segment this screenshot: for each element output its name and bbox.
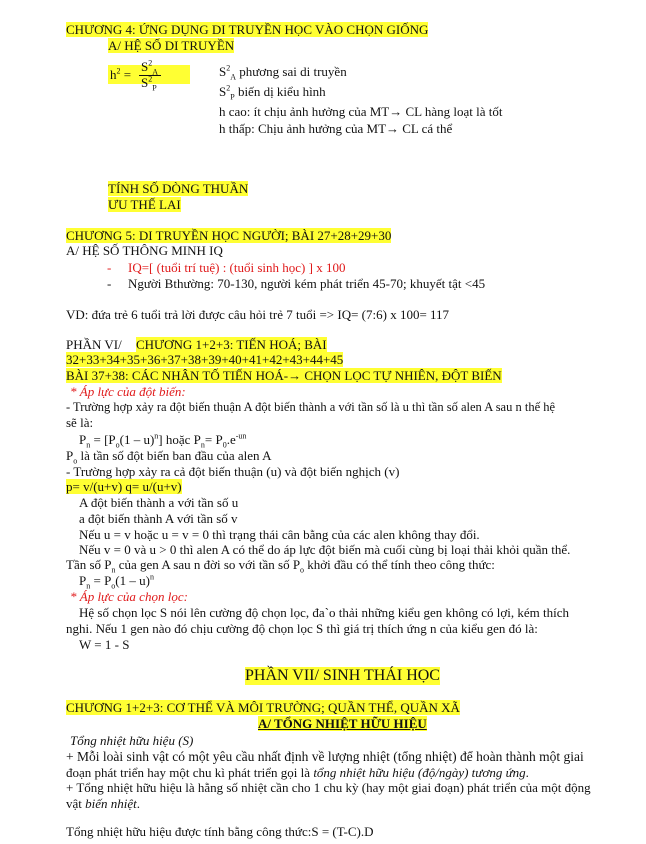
iq-bullet-2: - xyxy=(107,276,112,291)
fitness-formula: W = 1 - S xyxy=(79,637,130,652)
h-low-note: h thấp: Chịu ảnh hưởng của MT→ CL cá thể xyxy=(219,121,453,136)
iq-formula: IQ=[ (tuổi trí tuệ) : (tuổi sinh học) ] x 100 xyxy=(128,260,346,275)
selection-coefficient-text-cont: nghi. Nếu 1 gen nào đó chịu cường độ chọn lọc S thì giá trị thích ứng n của kiểu gen đó là: xyxy=(66,621,538,636)
effective-heat-p2: + Tổng nhiệt hữu hiệu là hằng số nhiệt cần cho 1 chu kỳ (hay một giai đoạn) phát triển của một động xyxy=(66,780,591,795)
chapter-5-title: CHƯƠNG 5: DI TRUYỀN HỌC NGƯỜI; BÀI 27+28+29+30 xyxy=(66,228,392,243)
effective-heat-p1: + Mỗi loài sinh vật có một yêu cầu nhất định về lượng nhiệt (tổng nhiệt) để hoàn thành một giai xyxy=(66,749,584,764)
part-7-chapter: CHƯƠNG 1+2+3: CƠ THỂ VÀ MÔI TRƯỜNG; QUẦN THỂ, QUẦN XÃ xyxy=(66,700,460,715)
lesson-37-38-title: BÀI 37+38: CÁC NHÂN TỐ TIẾN HOÁ-→ CHỌN LỌC TỰ NHIÊN, ĐỘT BIẾN xyxy=(66,368,502,383)
part-6-title: CHƯƠNG 1+2+3: TIẾN HOÁ; BÀI xyxy=(136,337,327,352)
p0-definition: $P_o$ là tần số đột biến ban đầu của alen A xyxy=(66,448,272,466)
effective-heat-label: Tổng nhiệt hữu hiệu (S) xyxy=(70,733,194,748)
iq-example: VD: đứa trẻ 6 tuổi trả lời được câu hỏi trẻ 7 tuổi => IQ= (7:6) x 100= 117 xyxy=(66,307,450,322)
heterosis-heading: ƯU THẾ LAI xyxy=(108,197,181,212)
a-to-A-rate: a đột biến thành A với tần số v xyxy=(79,511,238,526)
section-effective-heat: A/ TỔNG NHIỆT HỮU HIỆU xyxy=(258,716,427,731)
section-heritability: A/ HỆ SỐ DI TRUYỀN xyxy=(108,38,235,53)
selection-pressure-heading: * Áp lực của chọn lọc: xyxy=(70,589,188,604)
A-to-a-rate: A đột biến thành a với tần số u xyxy=(79,495,239,510)
frequency-after-n: Tần số $P_n$ của gen A sau n đời so với tần số $P_o$ khởi đầu có thể tính theo công thức: xyxy=(66,557,495,575)
def-phenotypic-variance: $S^2_P$ biến dị kiểu hình xyxy=(219,83,326,102)
chapter-4-title: CHƯƠNG 4: ỨNG DỤNG DI TRUYỀN HỌC VÀO CHỌN GIỐNG xyxy=(66,22,429,37)
pq-formula: p= v/(u+v) q= u/(u+v) xyxy=(66,479,182,494)
h-high-note: h cao: ít chịu ảnh hưởng của MT→ CL hàng loạt là tốt xyxy=(219,104,503,119)
mutation-case-2: - Trường hợp xảy ra cả đột biến thuận (u) và đột biến nghịch (v) xyxy=(66,464,400,479)
effective-heat-formula: Tổng nhiệt hữu hiệu được tính bằng công thức:S = (T-C).D xyxy=(66,824,374,839)
effective-heat-p1-cont: đoạn phát triển hay một chu kì phát triển gọi là tổng nhiệt hữu hiệu (độ/ngày) tương ứng. xyxy=(66,765,529,780)
def-genetic-variance: $S^2_A$ phương sai di truyền xyxy=(219,63,347,82)
mutation-case-1-cont: sẽ là: xyxy=(66,415,94,430)
mutation-case-1: - Trường hợp xảy ra đột biến thuận A đột biến thành a với tần số là u thì tần số alen A sau n thế hệ xyxy=(66,400,556,414)
part-6-label: PHẦN VI/ xyxy=(66,337,122,352)
formula-numerator: $S^2_A$ xyxy=(141,58,159,77)
heritability-formula: $h^2$ = xyxy=(108,65,190,84)
effective-heat-p2-cont: vật biến nhiệt. xyxy=(66,796,141,811)
part-6-lessons: 32+33+34+35+36+37+38+39+40+41+42+43+44+45 xyxy=(66,352,344,367)
part-7-title: PHẦN VII/ SINH THÁI HỌC xyxy=(245,667,440,684)
iq-bullet-1: - xyxy=(107,260,112,275)
equilibrium-case-1: Nếu u = v hoặc u = v = 0 thì trạng thái cân bằng của các alen không thay đổi. xyxy=(79,527,480,542)
section-iq: A/ HỆ SỐ THÔNG MINH IQ xyxy=(66,243,223,258)
equilibrium-case-2: Nếu v = 0 và u > 0 thì alen A có thể do áp lực đột biến mà cuối cùng bị loại thải khỏi quần thể. xyxy=(79,542,571,557)
mutation-pressure-heading: * Áp lực của đột biến: xyxy=(70,384,186,399)
formula-denominator: $S^2_P$ xyxy=(141,74,157,93)
selection-coefficient-text: Hệ số chọn lọc S nói lên cường độ chọn lọc, đa`o thải những kiểu gen không có lợi, kém thích xyxy=(79,605,569,620)
pn-formula-1: $P_n = [P_o(1 - u)^n]$ hoặc $P_n= P_0.e^{-un}$ xyxy=(79,431,247,450)
iq-range: Người Bthường: 70-130, người kém phát triển 45-70; khuyết tật <45 xyxy=(128,276,486,291)
pure-lines-heading: TÍNH SỐ DÒNG THUẦN xyxy=(108,181,249,196)
pn-formula-2: $P_n = P_o(1 - u)^n$ xyxy=(79,572,154,591)
